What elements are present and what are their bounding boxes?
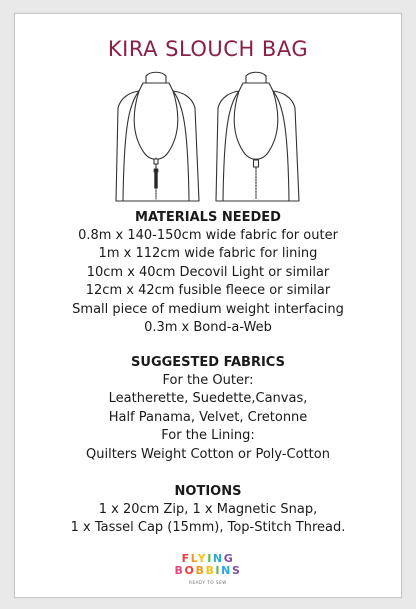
- page-title: KIRA SLOUCH BAG: [107, 37, 309, 61]
- materials-line: Small piece of medium weight interfacing: [72, 301, 344, 317]
- logo-letter: B: [195, 564, 206, 577]
- logo-letter: O: [184, 564, 196, 577]
- logo-letter: N: [212, 552, 224, 565]
- notions-line: 1 x 20cm Zip, 1 x Magnetic Snap,: [98, 502, 318, 517]
- logo-letter: B: [174, 564, 185, 577]
- fabrics-section: [15, 354, 401, 464]
- fabrics-heading: SUGGESTED FABRICS: [131, 355, 285, 370]
- fabrics-line: For the Outer:: [162, 373, 254, 388]
- logo-letter: N: [221, 564, 232, 577]
- logo-line-2: [15, 565, 401, 577]
- logo-letter: Y: [197, 552, 208, 565]
- notions-section: [15, 483, 401, 538]
- fabrics-line: Leatherette, Suedette,Canvas,: [108, 391, 308, 407]
- bag-illustration: [113, 66, 303, 211]
- logo-letter: F: [181, 552, 191, 565]
- logo-letter: L: [190, 552, 198, 565]
- bag-front-with-tassel-icon: [116, 72, 199, 201]
- logo-letter: G: [223, 552, 235, 565]
- logo-letter: S: [231, 564, 242, 577]
- fabrics-line: For the Lining:: [161, 428, 255, 444]
- bag-back-icon: [216, 72, 299, 201]
- logo-letter: I: [215, 564, 222, 577]
- materials-heading: MATERIALS NEEDED: [135, 210, 281, 225]
- logo-letter: B: [205, 564, 216, 577]
- logo-letter: I: [207, 552, 213, 565]
- materials-line: 0.8m x 140-150cm wide fabric for outer: [78, 228, 338, 243]
- pattern-card: [14, 13, 402, 598]
- flying-bobbins-logo: [15, 553, 401, 586]
- materials-line: 0.3m x Bond-a-Web: [144, 320, 272, 336]
- notions-line: 1 x Tassel Cap (15mm), Top-Stitch Thread.: [70, 520, 346, 536]
- materials-line: 12cm x 42cm fusible fleece or similar: [85, 283, 331, 299]
- fabrics-line: Quilters Weight Cotton or Poly-Cotton: [86, 446, 330, 462]
- materials-line: 10cm x 40cm Decovil Light or similar: [86, 264, 330, 280]
- notions-heading: NOTIONS: [174, 484, 242, 499]
- fabrics-line: Half Panama, Velvet, Cretonne: [108, 409, 308, 425]
- materials-line: 1m x 112cm wide fabric for lining: [98, 246, 318, 262]
- materials-section: [15, 209, 401, 337]
- logo-tagline: READY TO SEW: [189, 580, 227, 585]
